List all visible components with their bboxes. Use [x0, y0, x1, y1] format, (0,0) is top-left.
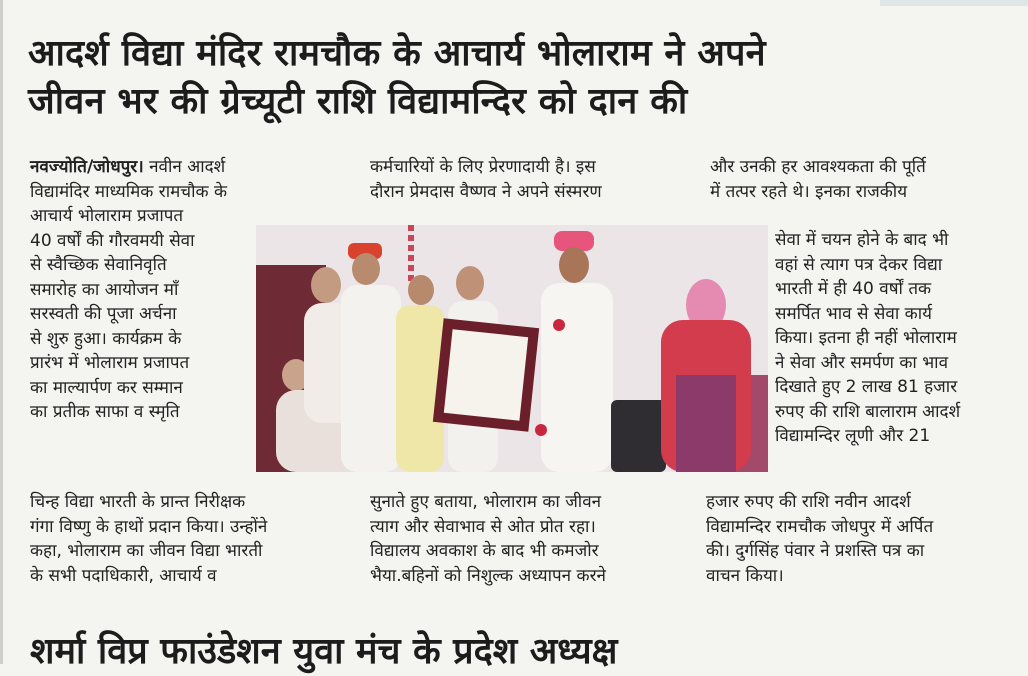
left-edge-strip	[0, 0, 3, 664]
text-line: और उनकी हर आवश्यकता की पूर्ति	[710, 157, 926, 177]
text-line: में तत्पर रहते थे। इनका राजकीय	[710, 181, 908, 202]
text-line: विद्यामंदिर माध्यमिक रामचौक के	[30, 181, 228, 202]
text-line: किया। इतना ही नहीं भोलाराम	[775, 328, 957, 348]
text-line: विद्यामन्दिर रामचौक जोधपुर में अर्पित	[706, 516, 934, 537]
text-line: सुनाते हुए बताया, भोलाराम का जीवन	[370, 492, 602, 512]
text-line: त्याग और सेवाभाव से ओत प्रोत रहा।	[370, 516, 596, 537]
text-line: भारती में ही 40 वर्षों तक	[775, 279, 932, 299]
article-photo	[256, 225, 768, 472]
text-line: ने सेवा और समर्पण का भाव	[775, 352, 949, 373]
next-article-headline: शर्मा विप्र फाउंडेशन युवा मंच के प्रदेश अध्यक्ष	[30, 631, 618, 672]
text-line: का प्रतीक साफा व स्मृति	[30, 402, 180, 422]
text-line: समर्पित भाव से सेवा कार्य	[775, 303, 932, 324]
text-line: नवज्योति/जोधपुर। नवीन आदर्श	[30, 157, 226, 177]
headline-line-1: आदर्श विद्या मंदिर रामचौक के आचार्य भोलाराम ने अपने	[28, 33, 766, 74]
text-line: भैया.बहिनों को निशुल्क अध्यापन करने	[370, 565, 606, 586]
headline	[28, 30, 1018, 126]
text-line: हजार रुपए की राशि नवीन आदर्श	[706, 492, 911, 512]
text-line: दौरान प्रेमदास वैष्णव ने अपने संस्मरण	[370, 181, 602, 202]
text-line: चिन्ह विद्या भारती के प्रान्त निरीक्षक	[30, 492, 246, 512]
column-2-bottom	[370, 490, 688, 588]
text-line: सरस्वती की पूजा अर्चना	[30, 304, 177, 324]
text-line: प्रारंभ में भोलाराम प्रजापत	[30, 353, 190, 373]
text-line: गंगा विष्णु के हाथों प्रदान किया। उन्होंने	[30, 516, 268, 537]
text-line: से शुरु हुआ। कार्यक्रम के	[30, 328, 182, 349]
text-line: कर्मचारियों के लिए प्रेरणादायी है। इस	[370, 157, 596, 177]
top-edge-strip	[880, 0, 1028, 6]
text-line: के सभी पदाधिकारी, आचार्य व	[30, 565, 217, 586]
text-line: का माल्यार्पण कर सम्मान	[30, 377, 183, 398]
felicitation-photo-illustration	[256, 225, 768, 472]
column-3-top	[710, 155, 1016, 204]
text-line: वाचन किया।	[706, 565, 784, 586]
text-line: की। दुर्गसिंह पंवार ने प्रशस्ति पत्र का	[706, 541, 925, 561]
text-line: विद्यामन्दिर लूणी और 21	[775, 426, 931, 446]
text-line: से स्वैच्छिक सेवानिवृति	[30, 255, 167, 275]
column-3-middle	[775, 228, 1015, 449]
text-line: कहा, भोलाराम का जीवन विद्या भारती	[30, 541, 263, 561]
text-line: सेवा में चयन होने के बाद भी	[775, 230, 949, 250]
dateline: नवज्योति/जोधपुर।	[30, 157, 144, 177]
text-line: रुपए की राशि बालाराम आदर्श	[775, 401, 961, 422]
headline-line-2: जीवन भर की ग्रेच्यूटी राशि विद्यामन्दिर को दान की	[28, 81, 688, 122]
text-line: दिखाते हुए 2 लाख 81 हजार	[775, 377, 958, 397]
text-line: समारोह का आयोजन माँ	[30, 279, 179, 300]
column-1-bottom	[30, 490, 342, 588]
text-line: 40 वर्षों की गौरवमयी सेवा	[30, 230, 195, 251]
column-2-top	[370, 155, 688, 204]
column-3-bottom	[706, 490, 1016, 588]
text-line: वहां से त्याग पत्र देकर विद्या	[775, 254, 943, 275]
text-line: आचार्य भोलाराम प्रजापत	[30, 206, 184, 226]
text-line: विद्यालय अवकाश के बाद भी कमजोर	[370, 541, 599, 561]
